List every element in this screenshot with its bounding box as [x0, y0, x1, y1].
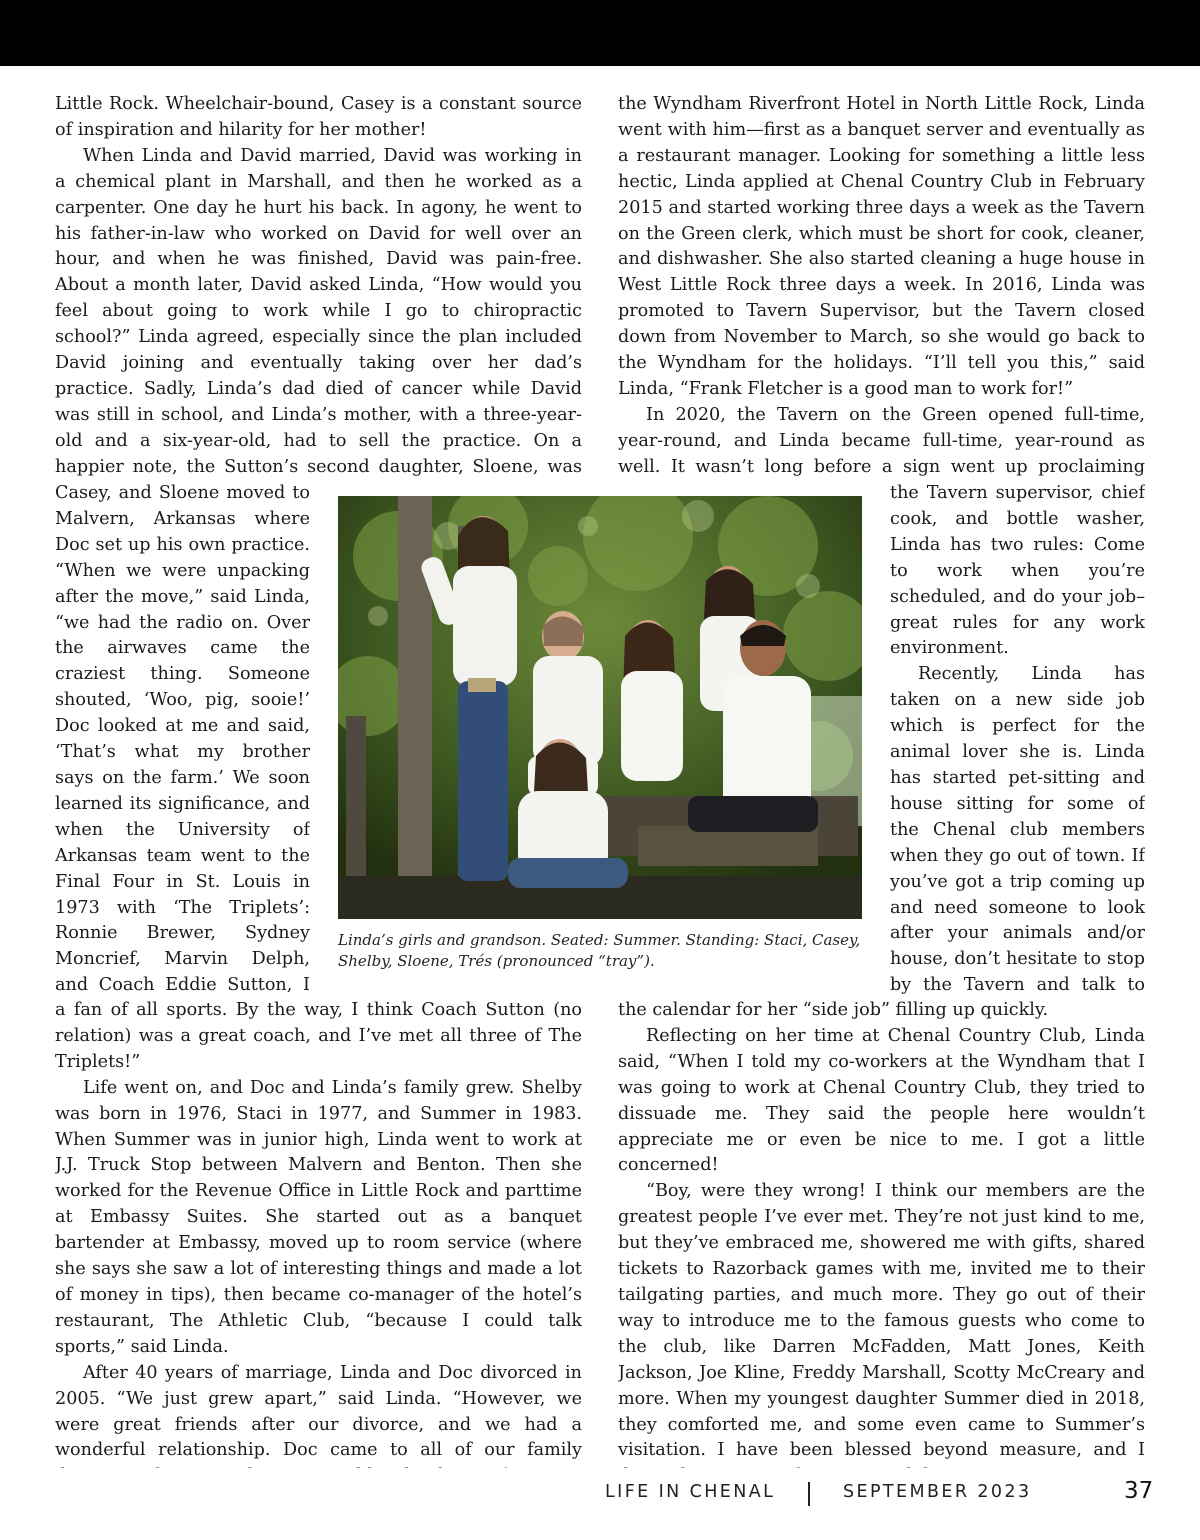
paragraph: In 2020, the Tavern on the Green opened full-time, year-round, and Linda became full-time, year-round as well. It wasn’t long before a sign went up proclaiming: [618, 404, 1145, 477]
paragraph: the Tavern supervisor, chief cook, and bottle washer, Linda has two rules: Come to work when you’re scheduled, and do your job–great rules for any work environment.: [890, 483, 1145, 659]
paragraph: Reflecting on her time at Chenal Country Club, Linda said, “When I told my co-workers at the Wyndham that I was going to work at Chenal Country Club, they tried to dissuade me. They said the people here wouldn’t appreciate me or even be nice to me. I got a little concerned!: [618, 1025, 1145, 1176]
top-black-bar: [0, 0, 1200, 66]
page-number: 37: [1124, 1478, 1154, 1504]
footer-divider: [808, 1482, 810, 1506]
paragraph: Recently, Linda has taken on a new side job which is perfect for the animal lover she is. Linda has started pet-sitting and house sitting for some of the Chenal club members when they go out of town. If you’ve got a trip coming up and need someone to look after your animals and/or house, don’t hesitate to stop by the Tavern and talk to: [890, 664, 1145, 996]
article-left-column-bottom: [55, 998, 582, 1468]
paragraph: “Boy, were they wrong! I think our members are the greatest people I’ve ever met. They’re not just kind to me, but they’ve embraced me, showered me with gifts, shared tickets to Razorback games with me, invited me to their tailgating parties, and much more. They go out of their way to introduce me to the famous guests who come to the club, like Darren McFadden, Matt Jones, Keith Jackson, Joe Kline, Freddy Marshall, Scotty McCreary and more. When my youngest daughter Summer died in 2018, they comforted me, and some even came to Summer’s visitation. I have been blessed beyond measure, and I: [618, 1181, 1145, 1461]
magazine-name: LIFE IN CHENAL: [605, 1482, 776, 1502]
article-left-column-top: [55, 92, 582, 484]
paragraph: Life went on, and Doc and Linda’s family grew. Shelby was born in 1976, Staci in 1977, and Summer in 1983. When Summer was in junior high, Linda went to work at J.J. Truck Stop between Malvern and Benton. Then she worked for the Revenue Office in Little Rock and parttime at Embassy Suites. She started out as a banquet bartender at Embassy, moved up to room service (where she says she saw a lot of interesting things and made a lot of money in tips), then became co-manager of the hotel’s restaurant, The Athletic Club, “because I could talk sports,” said Linda.: [55, 1077, 582, 1357]
paragraph: the calendar for her “side job” filling up quickly.: [618, 1000, 1049, 1020]
article-right-column-bottom: [618, 998, 1145, 1468]
paragraph: After 40 years of marriage, Linda and Doc divorced in 2005. “We just grew apart,” said Linda. “However, we were great friends after our divorce, and we had a wonderful relationship. Doc came to all of our family: [55, 1362, 582, 1461]
page-footer: [0, 1478, 1200, 1522]
photo-caption: Linda’s girls and grandson. Seated: Summer. Standing: Staci, Casey, Shelby, Sloene, Trés (pronounced “tray”).: [338, 931, 861, 970]
article-right-column-wrap: [890, 481, 1145, 999]
article-left-column-wrap: [55, 481, 310, 999]
paragraph: When Linda and David married, David was working in a chemical plant in Marshall, and then he worked as a carpenter. One day he hurt his back. In agony, he went to his father-in-law who worked on David for well over an hour, and when he was finished, David was pain-free. About a month later, David asked Linda, “How would you feel about going to work while I go to chiropractic school?” Linda agreed, especially since the plan included David joining and eventually taking over her dad’s practice. Sadly, Linda’s dad died of cancer while David was still in school, and Linda’s mother, with a three-year-old and a six-year-old, had to sell the practice. On a happier note, the Sutton’s second daughter, Sloene, was: [55, 145, 582, 477]
family-photo: [338, 496, 862, 919]
paragraph: the Wyndham Riverfront Hotel in North Little Rock, Linda went with him—first as a banquet server and eventually as a restaurant manager. Looking for something a little less hectic, Linda applied at Chenal Country Club in February 2015 and started working three days a week as the Tavern on the Green clerk, which must be short for cook, cleaner, and dishwasher. She also started cleaning a huge house in West Little Rock three days a week. In 2016, Linda was promoted to Tavern Supervisor, but the Tavern closed down from November to March, so she would go back to the Wyndham for the holidays. “I’ll tell you this,” said Linda, “Frank Fletcher is a good man to work for!”: [618, 94, 1145, 399]
article-right-column-top: [618, 92, 1145, 484]
paragraph: Little Rock. Wheelchair-bound, Casey is a constant source of inspiration and hilarity for her mother!: [55, 94, 582, 140]
issue-date: SEPTEMBER 2023: [843, 1482, 1032, 1502]
paragraph: a fan of all sports. By the way, I think Coach Sutton (no relation) was a great coach, and I’ve met all three of The Triplets!”: [55, 1000, 582, 1072]
paragraph: Casey, and Sloene moved to Malvern, Arkansas where Doc set up his own practice. “When we were unpacking after the move,” said Linda, “we had the radio on. Over the airwaves came the craziest thing. Someone shouted, ‘Woo, pig, sooie!’ Doc looked at me and said, ‘That’s what my brother says on the farm.’ We soon learned its significance, and when the University of Arkansas team went to the Final Four in St. Louis in 1973 with ‘The Triplets’: Ronnie Brewer, Sydney Moncrief, Marvin Delph, and Coach Eddie Sutton, I: [55, 483, 310, 996]
family-photo-illustration: [338, 496, 862, 919]
